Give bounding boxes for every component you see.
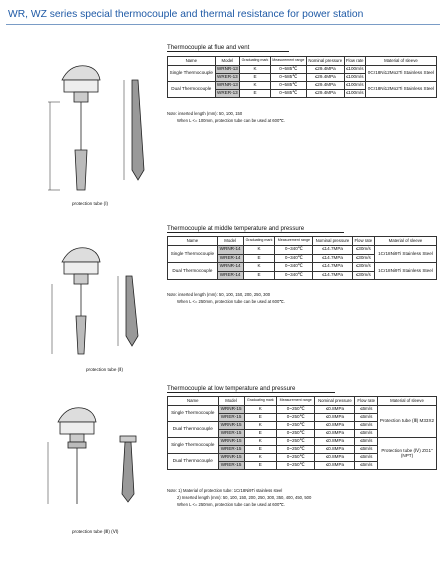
col-flow: Flow rate xyxy=(344,57,365,66)
table-row: WRER-13 E 0~585℃ ≤29.4MPa ≤100m/s xyxy=(168,74,437,82)
table-row: Dual Thermocouple WRNR-13 K 0~585℃ ≤29.4MPa ≤100m/s 0Cr18Ni12Mo2Ti Stainless Steel xyxy=(168,82,437,90)
col-name: Name xyxy=(168,57,216,66)
table-row: WRER-15 E 0~250℃ ≤0.8MPa ≤6m/s xyxy=(168,462,437,470)
section-2-drawing xyxy=(40,236,165,366)
section-3-drawing xyxy=(30,396,165,526)
section-3-table: Name Model Graduating mark Measurement range Nominal pressure Flow rate Material of sleeve Single Thermocouple WRNR-15 K 0~250℃ ≤0.8MPa ≤6m/s Protection tube (Ⅲ) M33X2 WRER-15 E 0~250℃ ≤0.8MPa ≤6m/s Dual Thermocouple WRNR-15 K 0~250℃ ≤0.8MPa ≤6m/s WRER-15 E 0~250℃ ≤0.8MPa ≤6m/s Single Thermocouple WRNR-15 K 0~250℃ ≤0.8MPa ≤6m/s Protection tube (Ⅳ) ZG1"(NPT) WRER-15 E 0~250℃ ≤0.8MPa ≤6m/s Dual Thermocouple WRNR-15 K 0~250℃ ≤0.8MPa ≤6m/s WRER-15 E 0~250℃ ≤0.8MPa ≤6m/s xyxy=(167,396,437,470)
section-3-notes: Note: 1) Material of protection tube: 1Cr18Ni9Ti stainless steel 2) Inserted length (mm): 50, 100, 150, 200, 250, 300, 350, 400, 450, 500 When L <= 250mm, protection tube can be used at 600℃. xyxy=(167,488,312,508)
table-row: WRER-13 E 0~585℃ ≤29.4MPa ≤100m/s xyxy=(168,90,437,98)
table-row: WRER-14 E 0~340℃ ≤14.7MPa ≤30m/s xyxy=(168,254,437,263)
table-row: WRER-15 E 0~250℃ ≤0.8MPa ≤6m/s xyxy=(168,414,437,422)
col-grad: Graduating mark xyxy=(240,57,271,66)
section-1-title: Thermocouple at flue and vent xyxy=(167,44,250,51)
title-divider xyxy=(6,24,440,25)
page-title: WR, WZ series special thermocouple and thermal resistance for power station xyxy=(8,9,364,20)
section-2-table: Name Model Graduating mark Measurement range Nominal pressure Flow rate Material of sleeve Single Thermocouple WRNR-14 K 0~340℃ ≤14.7MPa ≤30m/s 1Cr18Ni9Ti Stainless Steel WRER-14 E 0~340℃ ≤14.7MPa ≤30m/s Dual Thermocouple WRNR-14 K 0~340℃ ≤14.7MPa ≤30m/s 1Cr18Ni9Ti Stainless Steel WRER-14 E 0~340℃ ≤14.7MPa ≤30m/s xyxy=(167,236,437,280)
col-range: Measurement range xyxy=(270,57,306,66)
col-pressure: Nominal pressure xyxy=(306,57,344,66)
table-row: Single Thermocouple WRNR-13 K 0~585℃ ≤29.4MPa ≤100m/s 0Cr18Ni12Mo2Ti Stainless Steel xyxy=(168,66,437,74)
table-row: WRER-14 E 0~340℃ ≤14.7MPa ≤30m/s xyxy=(168,271,437,280)
table-row: Dual Thermocouple WRNR-15 K 0~250℃ ≤0.8MPa ≤6m/s xyxy=(168,454,437,462)
section-2-notes: Note: inserted length (mm): 50, 100, 150, 200, 250, 300 When L <= 250mm, protection tube can be used at 600℃. xyxy=(167,292,286,305)
section-3-caption: protection tube (Ⅲ) (Ⅵ) xyxy=(72,529,119,534)
section-2-title: Thermocouple at middle temperature and pressure xyxy=(167,225,305,232)
table-row: WRER-15 E 0~250℃ ≤0.8MPa ≤6m/s xyxy=(168,446,437,454)
table-row: Single Thermocouple WRNR-15 K 0~250℃ ≤0.8MPa ≤6m/s Protection tube (Ⅳ) ZG1"(NPT) xyxy=(168,438,437,446)
col-model: Model xyxy=(215,57,240,66)
table-row: Dual Thermocouple WRNR-15 K 0~250℃ ≤0.8MPa ≤6m/s xyxy=(168,422,437,430)
table-row: Dual Thermocouple WRNR-14 K 0~340℃ ≤14.7MPa ≤30m/s 1Cr18Ni9Ti Stainless Steel xyxy=(168,263,437,272)
section-1-table xyxy=(167,56,437,98)
section-1-notes: Note: inserted length (mm): 50, 100, 150 When L <= 100mm, protection tube can be used at 600℃. xyxy=(167,111,286,124)
section-3-title: Thermocouple at low temperature and pressure xyxy=(167,385,296,392)
col-material: Material of sleeve xyxy=(365,57,436,66)
section-2-caption: protection tube (Ⅱ) xyxy=(86,367,123,372)
section-1-caption: protection tube (Ⅰ) xyxy=(72,201,109,206)
table-row: WRER-15 E 0~250℃ ≤0.8MPa ≤6m/s xyxy=(168,430,437,438)
table-row: Single Thermocouple WRNR-14 K 0~340℃ ≤14.7MPa ≤30m/s 1Cr18Ni9Ti Stainless Steel xyxy=(168,246,437,255)
table-row: Single Thermocouple WRNR-15 K 0~250℃ ≤0.8MPa ≤6m/s Protection tube (Ⅲ) M33X2 xyxy=(168,406,437,414)
section-1-drawing xyxy=(20,50,160,210)
